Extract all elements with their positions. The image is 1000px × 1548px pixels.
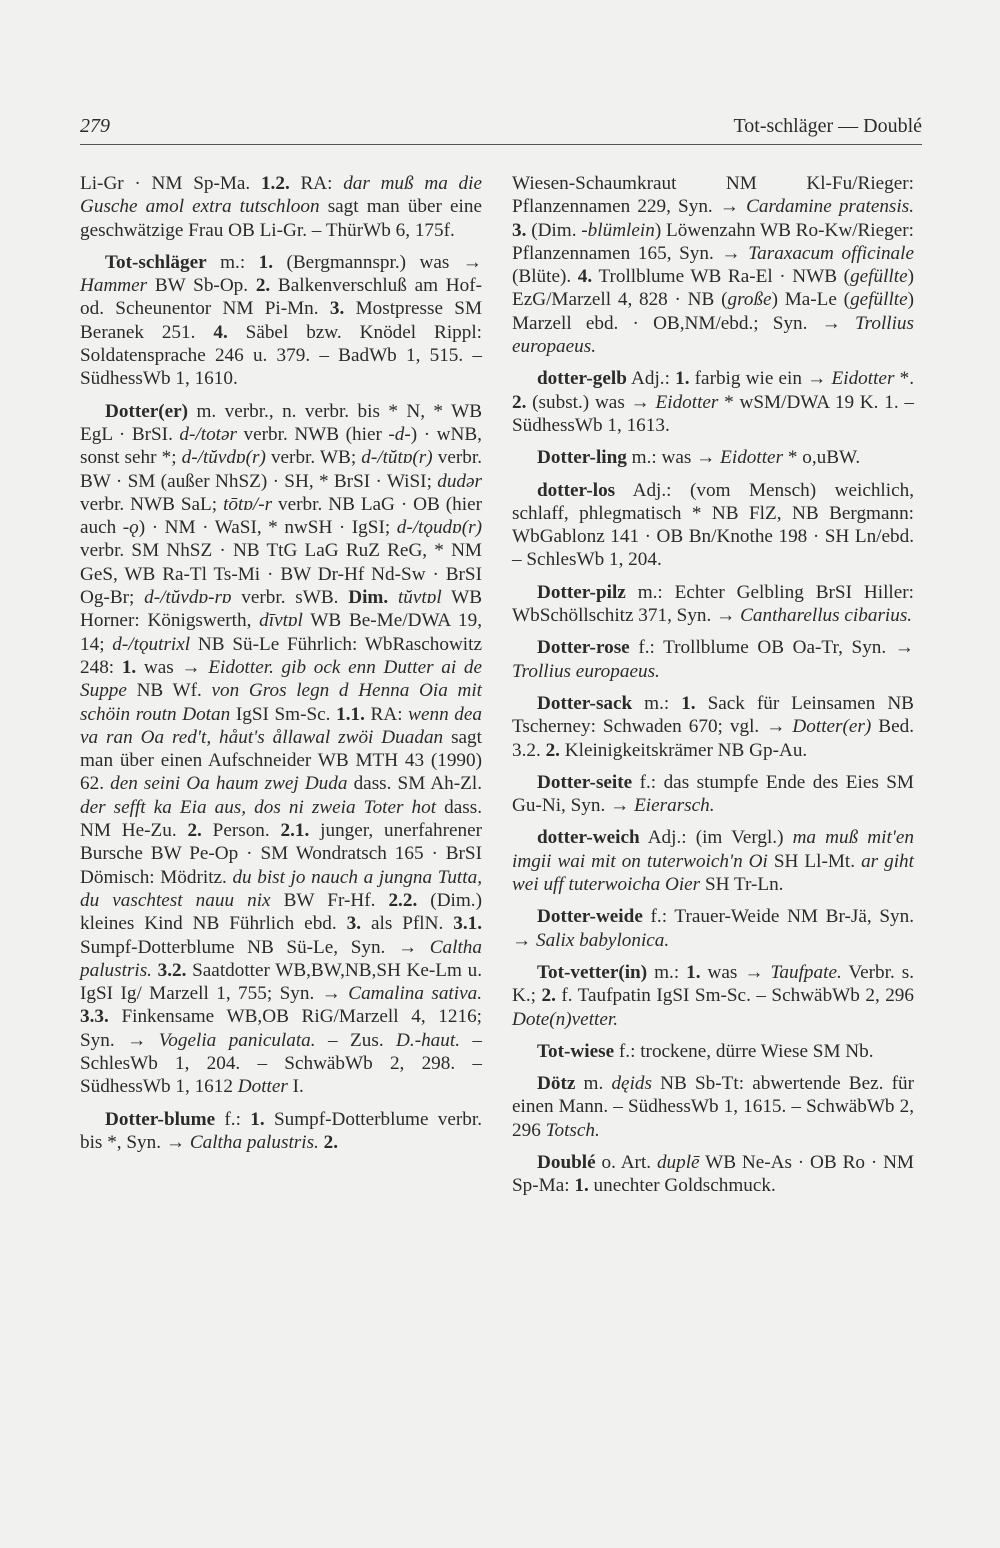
entry-text: m. verbr., n. verbr. bis * N, * WB EgL · BrSI. bbox=[80, 400, 482, 445]
entry-text: -d- bbox=[388, 423, 411, 445]
entry-headword: Doublé bbox=[537, 1151, 596, 1173]
entry-text: d-/totər bbox=[179, 423, 237, 445]
dictionary-entry bbox=[512, 172, 914, 358]
entry-text: 3. bbox=[346, 913, 362, 935]
entry-headword: Dotter-ling bbox=[537, 447, 627, 469]
entry-text: -ǫ bbox=[122, 517, 139, 539]
entry-text: sagt man über einen Aufschneider WB MTH 43 (1990) 62. bbox=[80, 726, 482, 795]
entry-text: dudər bbox=[437, 470, 482, 492]
right-column bbox=[512, 172, 914, 1207]
dictionary-entry bbox=[512, 905, 914, 952]
dictionary-entry bbox=[512, 479, 914, 572]
entry-text: Person. bbox=[201, 820, 281, 842]
entry-text: 1.2. bbox=[260, 173, 290, 194]
entry-text: tŭvtɒl bbox=[397, 587, 442, 609]
entry-headword: Tot-vetter(in) bbox=[537, 961, 648, 983]
entry-text: Caltha palustris. bbox=[189, 1131, 319, 1153]
entry-text: verbr. NWB SaL; bbox=[80, 493, 224, 515]
page-number: 279 bbox=[80, 115, 110, 137]
entry-text: – Zus. bbox=[315, 1029, 397, 1051]
entry-headword: Tot-schläger bbox=[105, 251, 207, 273]
entry-text: f. Taufpatin IgSI Sm-Sc. – SchwäbWb 2, 296 bbox=[555, 985, 914, 1007]
entry-text: d-/tǫutrixl bbox=[112, 633, 191, 655]
entry-text: Taraxacum officinale bbox=[748, 242, 914, 264]
entry-text: Bed. 3.2. bbox=[512, 716, 914, 761]
entry-text: Saatdotter WB,BW,NB,SH Ke-Lm u. IgSI Ig/ Marzell 1, 755; Syn. → bbox=[80, 959, 482, 1005]
entry-headword: Dotter-weide bbox=[537, 906, 643, 928]
entry-text: 1. bbox=[574, 1175, 589, 1197]
entry-headword: Dötz bbox=[537, 1073, 576, 1095]
entry-text: f.: bbox=[215, 1108, 251, 1130]
entry-text: 4. bbox=[577, 266, 593, 288]
entry-text: was → bbox=[700, 961, 771, 983]
entry-text: d-/tŭvdɒ(r) bbox=[181, 447, 266, 469]
entry-headword: Dotter(er) bbox=[105, 400, 189, 422]
entry-text: 1. bbox=[686, 961, 701, 983]
entry-text: o. Art. bbox=[595, 1151, 657, 1173]
entry-text: Eidotter bbox=[720, 447, 784, 469]
entry-text: m.: bbox=[647, 961, 687, 983]
entry-headword: dotter-gelb bbox=[537, 368, 627, 390]
entry-text: d-/tŭtɒ(r) bbox=[361, 447, 433, 469]
entry-text: Totsch. bbox=[545, 1119, 600, 1141]
entry-text: RA: bbox=[364, 703, 409, 725]
entry-text: IgSI Sm-Sc. bbox=[230, 703, 337, 725]
entry-text: du bist jo nauch a jungna Tutta, du vaschtest nauu nix bbox=[80, 866, 482, 911]
entry-text: BW Sb-Op. bbox=[147, 275, 256, 297]
dictionary-entry bbox=[512, 826, 914, 896]
page-header bbox=[80, 112, 922, 145]
entry-text: dass. NM He-Zu. bbox=[80, 796, 482, 842]
entry-text: RA: bbox=[289, 173, 344, 194]
entry-text: Säbel bzw. Knödel Rippl: Soldatensprache 246 u. 379. – BadWb 1, 515. – SüdhessWb 1, 1610. bbox=[80, 321, 482, 390]
entry-headword: Dotter-rose bbox=[537, 637, 630, 659]
entry-text: verbr. WB; bbox=[265, 447, 362, 469]
entry-text: unechter Goldschmuck. bbox=[588, 1175, 776, 1197]
entry-text: Eidotter bbox=[655, 391, 719, 413]
dictionary-entry bbox=[80, 172, 482, 242]
entry-headword: Dotter-seite bbox=[537, 771, 633, 793]
entry-text: Dotter(er) bbox=[792, 716, 872, 738]
entry-text: (Blüte). bbox=[512, 266, 578, 288]
entry-text: f.: Trollblume OB Oa-Tr, Syn. → bbox=[629, 637, 914, 659]
entry-text: m.: bbox=[632, 692, 682, 714]
entry-text: Adj.: bbox=[626, 368, 676, 390]
entry-text: 3. bbox=[512, 219, 527, 241]
entry-text: 1. bbox=[675, 368, 690, 390]
entry-text: m.: was → bbox=[626, 447, 721, 469]
entry-text: 3.1. bbox=[453, 913, 483, 935]
entry-text: m.: Echter Gelbling BrSI Hiller: WbSchöllschitz 371, Syn. → bbox=[512, 581, 914, 627]
entry-text: (Dim. bbox=[526, 219, 582, 241]
entry-headword: dotter-weich bbox=[537, 827, 640, 849]
entry-text: d-/tǫudɒ(r) bbox=[396, 517, 482, 539]
entry-text: d-/tŭvdɒ-rɒ bbox=[144, 587, 232, 609]
entry-text: dęids bbox=[611, 1073, 652, 1095]
entry-text: verbr. BW · SM (außer NhSZ) · SH, * BrSI · WiSI; bbox=[80, 447, 482, 492]
entry-text: dar muß ma die Gusche amol extra tutschloon bbox=[80, 173, 482, 218]
entry-text bbox=[388, 587, 398, 608]
dictionary-entry bbox=[512, 636, 914, 683]
entry-text: 2. bbox=[545, 739, 560, 761]
entry-text: f.: trockene, dürre Wiese SM Nb. bbox=[614, 1040, 874, 1062]
entry-text: * wSM/DWA 19 K. 1. – SüdhessWb 1, 1613. bbox=[512, 391, 914, 436]
entry-text: SH Ll-Mt. bbox=[767, 850, 862, 872]
entry-text: sagt man über eine geschwätzige Frau OB Li-Gr. – ThürWb 6, 175f. bbox=[80, 196, 482, 241]
entry-text: I. bbox=[287, 1076, 304, 1098]
entry-text: verbr. NWB (hier bbox=[236, 423, 389, 445]
entry-text: 2.2. bbox=[388, 889, 418, 911]
entry-headword: Dotter-blume bbox=[105, 1108, 216, 1130]
entry-text: Eidotter bbox=[831, 368, 895, 390]
entry-text: junger, unerfahrener Bursche BW Pe-Op · SM Wondratsch 165 · BrSI Dömisch: Mödritz. bbox=[80, 820, 483, 888]
entry-text: Trollblume WB Ra-El · NWB ( bbox=[592, 266, 851, 288]
entry-text: verbr. sWB. bbox=[231, 587, 349, 609]
entry-text: Dim. bbox=[348, 587, 389, 609]
entry-text: (Bergmannspr.) was → bbox=[273, 251, 482, 273]
entry-text: als PflN. bbox=[361, 913, 454, 935]
entry-text: 1. bbox=[681, 692, 696, 714]
entry-text: Eidotter. gib ock enn Dutter ai de Suppe bbox=[80, 656, 482, 702]
entry-text: verbr. SM NhSZ · NB TtG LaG RuZ ReG, * NM GeS, WB Ra-Tl Ts-Mi · BW Dr-Hf Nd-Sw · BrSI Og-Br; bbox=[80, 540, 482, 609]
dictionary-entry bbox=[512, 1151, 914, 1198]
entry-text: Eierarsch. bbox=[634, 795, 715, 817]
entry-text: Adj.: (im Vergl.) bbox=[639, 827, 793, 849]
entry-text: 2. bbox=[323, 1131, 339, 1153]
entry-text: * o,uBW. bbox=[783, 447, 861, 469]
entry-text: WB Ne-As · OB Ro · NM Sp-Ma: bbox=[512, 1151, 914, 1197]
entry-text: Mostpresse SM Beranek 251. bbox=[80, 298, 483, 343]
entry-text: 2.1. bbox=[280, 820, 310, 842]
entry-text: 1.1. bbox=[336, 703, 365, 725]
entry-text: Wiesen-Schaumkraut NM Kl-Fu/Rieger: Pflanzennamen 229, Syn. → bbox=[512, 173, 914, 218]
entry-text: m.: bbox=[206, 251, 259, 273]
entry-text: Li-Gr · NM Sp-Ma. bbox=[80, 173, 261, 194]
entry-text: f.: Trauer-Weide NM Br-Jä, Syn. → bbox=[512, 906, 914, 951]
entry-text: dīvtɒl bbox=[259, 610, 303, 632]
dictionary-entry bbox=[80, 400, 482, 1099]
entry-headword: Dotter-sack bbox=[537, 692, 633, 714]
entry-text: NB Sü-Le Führlich: WbRaschowitz 248: bbox=[80, 633, 482, 678]
entry-text: Adj.: (vom Mensch) weichlich, schlaff, phlegmatisch * NB FlZ, NB Bergmann: WbGablonz 141 · OB Bn/Knothe 198 · SH Ln/ebd. – SchlesWb 1, 204. bbox=[512, 479, 914, 571]
entry-text: (Dim.) kleines Kind NB Führlich ebd. bbox=[80, 889, 482, 935]
entry-text: Dotter bbox=[237, 1076, 288, 1098]
entry-text: von Gros legn d Henna Oia mit schöin routn Dotan bbox=[80, 680, 482, 725]
entry-text: SH Tr-Ln. bbox=[700, 874, 784, 896]
entry-text: ) · NM · WaSI, * nwSH · IgSI; bbox=[138, 517, 397, 539]
entry-text: 3.3. bbox=[80, 1006, 109, 1028]
entry-text: Sack für Leinsamen NB Tscherney: Schwaden 670; vgl. → bbox=[512, 692, 914, 738]
dictionary-entry bbox=[512, 446, 914, 469]
running-title: Tot-schläger — Doublé bbox=[733, 115, 922, 137]
entry-text: Balkenverschluß am Hof- od. Scheunentor NM Pi-Mn. bbox=[80, 275, 482, 320]
dictionary-entry bbox=[512, 692, 914, 762]
entry-text: farbig wie ein → bbox=[689, 368, 832, 390]
entry-text: große bbox=[727, 289, 772, 311]
dictionary-entry bbox=[512, 1040, 914, 1063]
entry-text: 2. bbox=[187, 820, 202, 842]
entry-text: ) Löwenzahn WB Ro-Kw/Rieger: Pflanzennamen 165, Syn. → bbox=[512, 219, 914, 264]
entry-text: 1. bbox=[121, 656, 137, 678]
entry-text: ma muß mit'en imgii wai mit on tuterwoich'n Oi bbox=[512, 827, 914, 872]
dictionary-entry bbox=[80, 251, 482, 391]
entry-text: 2. bbox=[541, 985, 556, 1007]
entry-text: Vogelia paniculata. bbox=[158, 1029, 316, 1051]
entry-text: Salix babylonica. bbox=[535, 929, 670, 951]
entry-text: m. bbox=[575, 1073, 612, 1095]
entry-text: 3. bbox=[329, 298, 345, 320]
entry-text: duplē bbox=[656, 1151, 700, 1173]
entry-text: Verbr. s. K.; bbox=[512, 961, 914, 1007]
entry-text: 3.2. bbox=[157, 959, 187, 981]
entry-text: gefüllte bbox=[850, 289, 908, 311]
entry-text: Cantharellus cibarius. bbox=[740, 605, 913, 627]
entry-text: ar giht wei uff tuterwoicha Oier bbox=[512, 850, 914, 896]
entry-text: D.-haut. bbox=[396, 1029, 460, 1051]
entry-text: BW Fr-Hf. bbox=[270, 889, 389, 911]
entry-text: gefüllte bbox=[850, 266, 908, 288]
entry-text: 2. bbox=[512, 391, 527, 413]
entry-text: wenn dea va ran Oa red't, håut's ållawal zwöi Duadan bbox=[80, 703, 482, 748]
entry-text: Taufpate. bbox=[770, 961, 842, 983]
entry-text: – SchlesWb 1, 204. – SchwäbWb 2, 298. – SüdhessWb 1, 1612 bbox=[80, 1029, 483, 1098]
entry-text: ) · wNB, sonst sehr *; bbox=[80, 423, 482, 469]
entry-text: WB Be-Me/DWA 19, 14; bbox=[80, 610, 482, 655]
entry-text: Trollius europaeus. bbox=[512, 312, 914, 358]
dictionary-entry bbox=[512, 1072, 914, 1142]
dictionary-entry bbox=[512, 961, 914, 1031]
dictionary-entry bbox=[80, 1108, 482, 1155]
entry-headword: dotter-los bbox=[537, 479, 616, 501]
entry-text: Dote(n)vetter. bbox=[512, 1008, 619, 1030]
entry-text: 1. bbox=[250, 1108, 265, 1130]
entry-text: ) EzG/Marzell 4, 828 · NB ( bbox=[512, 266, 914, 311]
entry-text: NB Sb-Tt: abwertende Bez. für einen Mann. – SüdhessWb 1, 1615. – SchwäbWb 2, 296 bbox=[512, 1073, 914, 1141]
entry-text: der sefft ka Eia aus, dos ni zweia Toter hot bbox=[80, 796, 437, 818]
entry-text: WB Horner: Königswerth, bbox=[80, 587, 482, 632]
entry-headword: Tot-wiese bbox=[537, 1040, 615, 1062]
entry-text: verbr. NB LaG · OB (hier auch bbox=[80, 493, 482, 539]
entry-text: Trollius europaeus. bbox=[512, 660, 660, 682]
entry-headword: Dotter-pilz bbox=[537, 581, 626, 603]
entry-text: Finkensame WB,OB RiG/Marzell 4, 1216; Syn. → bbox=[80, 1006, 482, 1051]
entry-text: ) Marzell ebd. · OB,NM/ebd.; Syn. → bbox=[512, 289, 915, 334]
dictionary-entry bbox=[512, 771, 914, 818]
entry-text: was → bbox=[136, 656, 209, 678]
entry-text: tōtɒ/-r bbox=[223, 493, 273, 515]
entry-text: dass. SM Ah-Zl. bbox=[347, 773, 483, 795]
entry-text: 1. bbox=[258, 251, 274, 273]
entry-text: (subst.) was → bbox=[526, 391, 656, 413]
entry-text: Caltha palustris. bbox=[80, 936, 482, 981]
entry-text: NB Wf. bbox=[126, 680, 212, 702]
entry-text: 4. bbox=[213, 321, 228, 343]
entry-text: Sumpf-Dotterblume NB Sü-Le, Syn. → bbox=[80, 936, 430, 958]
entry-text: den seini Oa haum zwej Duda bbox=[110, 773, 348, 795]
entry-text: *. bbox=[894, 368, 914, 390]
entry-text: Hammer bbox=[80, 275, 148, 297]
dictionary-entry bbox=[512, 581, 914, 628]
entry-text: Camalina sativa. bbox=[348, 983, 482, 1005]
entry-text: ) Ma-Le ( bbox=[771, 289, 851, 311]
entry-text: -blümlein bbox=[581, 219, 655, 241]
entry-text: 2. bbox=[255, 275, 271, 297]
entry-text: Cardamine pratensis. bbox=[746, 196, 914, 218]
left-column bbox=[80, 172, 482, 1163]
entry-text: f.: das stumpfe Ende des Eies SM Gu-Ni, Syn. → bbox=[512, 771, 914, 817]
entry-text: Sumpf-Dotterblume verbr. bis *, Syn. → bbox=[80, 1108, 482, 1153]
entry-text: Kleinigkeitskrämer NB Gp-Au. bbox=[559, 739, 808, 761]
dictionary-entry bbox=[512, 367, 914, 437]
